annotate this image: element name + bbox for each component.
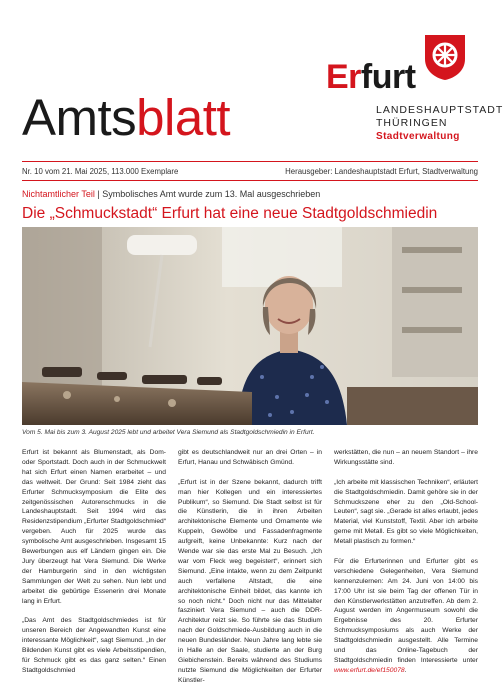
- publisher-line: Herausgeber: Landeshauptstadt Erfurt, Stadtverwaltung: [285, 167, 478, 176]
- paragraph: gibt es deutschlandweit nur an drei Orten – in Erfurt, Hanau und Schwäbisch Gmünd.: [178, 449, 322, 466]
- masthead-part2: blatt: [136, 89, 231, 146]
- paragraph: „Erfurt ist in der Szene bekannt, dadurch trifft man hier Kollegen und ein interessiertes Publikum“, so Siemund. Die Stadt selbst ist für die Künstlerin, die in ihren Arbeiten architektonische Elemente und Ornamente wie Kuppeln, Gewölbe und Fassadenfragmente aufgreift, keine Unbekannte: Kurz nach der Wende war sie das erste Mal zu Besuch. „Ich war vom Fleck weg begeistert“, erinnert sich Siemund. „Eine intakte, wenn zu dem Zeitpunkt auch verfallene Altstadt, die eine architektonische Einheit bildet, das kannte ich so noch nicht.“ Doch nicht nur das Mittelalter fasziniert Vera Siemund – auch die DDR-Architektur reizt sie. So führte sie das Studium nach der Goldschmiede-Ausbildung auch in die neuen Bundesländer. Neun Jahre lang lebte sie in Halle an der Saale, studierte an der Burg Giebichenstein. Bereits während des Studiums nutzte Siemund die Möglichkeiten der Erfurter Künstler-: [178, 478, 322, 684]
- article-headline: Die „Schmuckstadt“ Erfurt hat eine neue Stadtgoldschmiedin: [22, 205, 438, 222]
- paragraph: Erfurt ist bekannt als Blumenstadt, als Dom- oder Sportstadt. Doch auch in der Schmuckwelt hat sich Erfurt einen Namen erarbeitet – und das weltweit. Der Grund: Seit 1984 zieht das Erfurter Schmucksymposium die Elite des zeitgenössischen Autorenschmucks in die Landeshauptstadt. Seit 1994 wird das Residenzstipendium „Erfurter Stadtgoldschmied“ vergeben. Auch für 2025 wurde das symbolische Amt ausgeschrieben. Insgesamt 15 Bewerbungen aus elf Ländern gingen ein. Die Jury überzeugt hat Vera Siemund. Die Werke der Hamburgerin sind in den wichtigsten Sammlungen der Welt zu sehen. Nun lebt und arbeitet die gebürtige Essenerin drei Monate lang in Erfurt.: [22, 449, 166, 605]
- masthead-part1: Amts: [22, 89, 137, 146]
- paragraph: [334, 557, 478, 676]
- logo-line-2: THÜRINGEN: [376, 117, 448, 129]
- paragraph: „Ich arbeite mit klassischen Techniken“, erläutert die Stadtgoldschmiedin. Damit gehöre sie in der Schmuckszene eher zu den „Old-School-Leuten“, sagt sie. „Gerade ist alles erlaubt, jedes Material, viel Kunststoff, Textil. Aber ich arbeite gerne mit Metall. Es gibt so viele Möglichkeiten, Metall plastisch zu formen.“: [334, 478, 478, 546]
- paragraph-text: Für die Erfurterinnen und Erfurter gibt es verschiedene Gelegenheiten, Vera Siemund kennenzulernen: Am 24. Juni von 14:00 bis 17:00 Uhr ist sie beim Tag der offenen Tür in den Künstlerwerkstätten anzutreffen. Ab dem 2. August werden im Angermuseum sowohl die Ergebnisse des 20. Erfurter Schmucksymposiums als auch Werke der Stadtgoldschmiedin ausgestellt. Alle Termine und das Online-Tagebuch der Stadtgoldschmiedin finden Interessierte unter: [334, 557, 478, 664]
- photo-caption: Vom 5. Mai bis zum 3. August 2025 lebt und arbeitet Vera Siemund als Stadtgoldschmiedin in Erfurt.: [22, 429, 315, 436]
- erfurt-wordmark: Erfurt: [326, 58, 416, 96]
- paragraph: „Das Amt des Stadtgoldschmiedes ist für unseren Bereich der Angewandten Kunst eine interessante Möglichkeit“, sagt Siemund. „In der Bildenden Kunst gibt es viele Arbeitsstipendien, für Schmuck gibt es das ganz selten.“ Einen Stadtgoldschmied: [22, 617, 166, 674]
- header-rule: [22, 161, 478, 162]
- link-suffix: .: [404, 666, 407, 674]
- logo-line-1: LANDESHAUPTSTADT: [376, 104, 503, 116]
- erfurt-wheel-seal-icon: [423, 33, 467, 81]
- article-link[interactable]: www.erfurt.de/ef150078: [334, 666, 405, 674]
- article-kicker-text: | Symbolisches Amt wurde zum 13. Mal ausgeschrieben: [94, 189, 321, 199]
- article-kicker: [22, 189, 320, 199]
- article-category: Nichtamtlicher Teil: [22, 189, 95, 199]
- issue-rule: [22, 180, 478, 181]
- article-column-2: [178, 448, 322, 696]
- paragraph: werkstätten, die nun – an neuem Standort – ihre Wirkungsstätte sind.: [334, 449, 478, 466]
- issue-line: Nr. 10 vom 21. Mai 2025, 113.000 Exemplare: [22, 167, 179, 176]
- workshop-photo-illustration: [22, 227, 478, 425]
- article-photo: [22, 227, 478, 425]
- logo-line-3: Stadtverwaltung: [376, 131, 460, 142]
- article-column-1: [22, 448, 166, 686]
- article-column-3: [334, 448, 478, 686]
- logo-subtitle: [376, 104, 503, 143]
- masthead-title: [22, 89, 231, 146]
